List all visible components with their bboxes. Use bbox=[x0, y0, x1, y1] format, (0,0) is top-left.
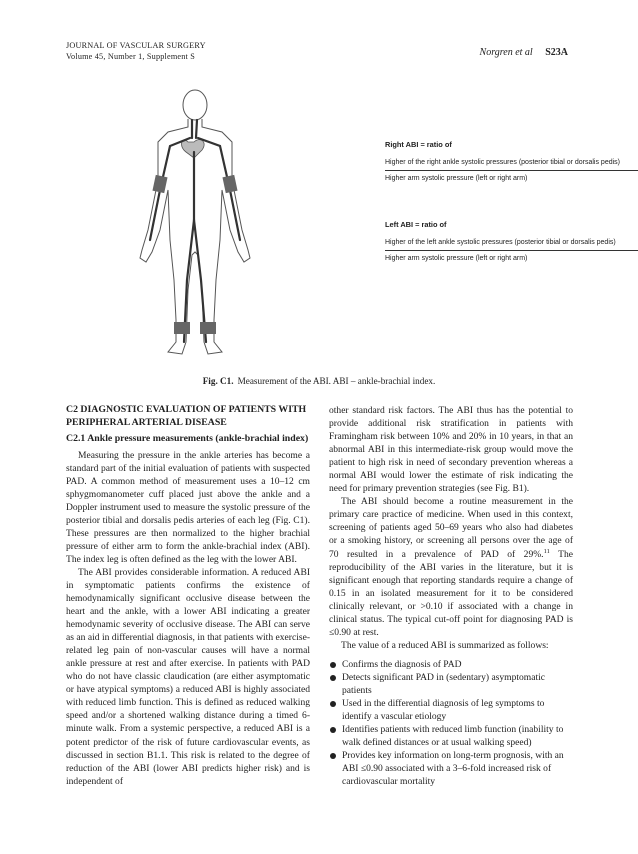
running-header-right bbox=[480, 47, 568, 58]
ankle-cuff-left bbox=[200, 322, 216, 334]
right-abi-formula bbox=[385, 140, 638, 182]
left-column bbox=[66, 404, 310, 788]
right-abi-numerator: Higher of the right ankle systolic pressures (posterior tibial or dorsalis pedis) bbox=[385, 159, 638, 171]
right-column bbox=[329, 404, 573, 788]
list-item: Confirms the diagnosis of PAD bbox=[329, 658, 573, 671]
journal-title: JOURNAL OF VASCULAR SURGERY bbox=[66, 41, 206, 50]
figure-label: Fig. C1. bbox=[202, 376, 234, 386]
paragraph: The value of a reduced ABI is summarized as follows: bbox=[341, 639, 549, 651]
bullet-icon bbox=[330, 662, 336, 668]
bullet-icon bbox=[330, 701, 336, 707]
journal-volume: Volume 45, Number 1, Supplement S bbox=[66, 52, 196, 61]
citation-ref: 11 bbox=[543, 547, 550, 555]
figure-caption-text: Measurement of the ABI. ABI – ankle-brachial index. bbox=[237, 376, 436, 386]
figure-c1 bbox=[130, 80, 620, 370]
left-abi-numerator: Higher of the left ankle systolic pressures (posterior tibial or dorsalis pedis) bbox=[385, 239, 638, 251]
bullet-icon bbox=[330, 727, 336, 733]
abi-value-list bbox=[329, 658, 573, 788]
running-header-left bbox=[66, 40, 206, 62]
paragraph: The ABI should become a routine measurement in the primary care practice of medicine. When used in this context, screening of patients aged 50–69 years who also had diabetes or a smoking history, or screening all persons over the age of 70 resulted in a prevalence of PAD of 29%.$^{11}$ The reproducibility of the ABI varies in the literature, but it is significant enough that reporting standards require a change of 0.15 in an isolated measurement for it to be considered clinically relevant, or >0.10 if associated with a change in clinical status. The typical cut-off point for diagnosing PAD is ≤0.90 at rest. bbox=[329, 496, 573, 638]
left-abi-denominator: Higher arm systolic pressure (left or right arm) bbox=[385, 255, 528, 262]
left-abi-title: Left ABI = ratio of bbox=[385, 220, 447, 229]
list-item: Used in the differential diagnosis of leg symptoms to identify a vascular etiology bbox=[329, 697, 573, 723]
bullet-icon bbox=[330, 675, 336, 681]
body-arteries-illustration bbox=[130, 80, 260, 370]
list-item: Detects significant PAD in (sedentary) asymptomatic patients bbox=[329, 671, 573, 697]
paragraph: The ABI provides considerable information. A reduced ABI in symptomatic patients confirms the existence of hemodynamically significant occlusive disease between the heart and the ankle, with a lower ABI indicating a greater hemodynamic severity of occlusive disease. The ABI can serve as an aid in differential diagnosis, in that patients with exercise-related leg pain of non-vascular causes will have a normal ankle pressure at rest and after exercise. In patients with PAD who do not have classic claudication (are either asymptomatic or have atypical symptoms) a reduced ABI is highly associated with reduced limb function. This is defined as reduced walking speed and/or a shortened walking distance during a timed 6-minute walk. From a systemic perspective, a reduced ABI is a potent predictor of the risk of future cardiovascular events, as discussed in section B1.1. This risk is related to the degree of reduction of the ABI (lower ABI predicts higher risk) and is independent of bbox=[66, 566, 310, 787]
arm-cuff-left bbox=[222, 175, 237, 193]
left-abi-formula bbox=[385, 220, 638, 262]
arm-cuff-right bbox=[152, 175, 167, 193]
list-item: Provides key information on long-term prognosis, with an ABI ≤0.90 associated with a 3–6-fold increased risk of cardiovascular mortality bbox=[329, 749, 573, 788]
section-heading: C2 DIAGNOSTIC EVALUATION OF PATIENTS WITH PERIPHERAL ARTERIAL DISEASE bbox=[66, 404, 307, 428]
author-line: Norgren et al bbox=[479, 47, 533, 58]
ankle-cuff-right bbox=[174, 322, 190, 334]
paragraph: other standard risk factors. The ABI thus has the potential to provide additional risk stratification in patients with Framingham risk between 10% and 20% in 10 years, in that an abnormal ABI in this intermediate-risk group would move the patient to high risk in need of secondary prevention whereas a normal ABI would lower the estimate of risk indicating the need for primary prevention strategies (see Fig. B1). bbox=[329, 405, 573, 495]
figure-caption bbox=[0, 376, 638, 386]
paragraph: Measuring the pressure in the ankle arteries has become a standard part of the initial evaluation of patients with suspected PAD. A common method of measurement uses a 10–12 cm sphygmomanometer cuff placed just above the ankle and a Doppler instrument used to measure the systolic pressure of the posterior tibial and dorsalis pedis arteries of each leg (Fig. C1). These pressures are then normalized to the higher brachial pressure of either arm to form the ankle-brachial index (ABI). The index leg is often defined as the leg with the lower ABI. bbox=[66, 449, 310, 565]
subsection-heading: C2.1 Ankle pressure measurements (ankle-brachial index) bbox=[66, 433, 309, 444]
list-item: Identifies patients with reduced limb function (inability to walk defined distances or at usual walking speed) bbox=[329, 723, 573, 749]
right-abi-title: Right ABI = ratio of bbox=[385, 140, 452, 149]
right-abi-denominator: Higher arm systolic pressure (left or right arm) bbox=[385, 175, 528, 182]
page-number: S23A bbox=[545, 47, 568, 58]
bullet-icon bbox=[330, 753, 336, 759]
